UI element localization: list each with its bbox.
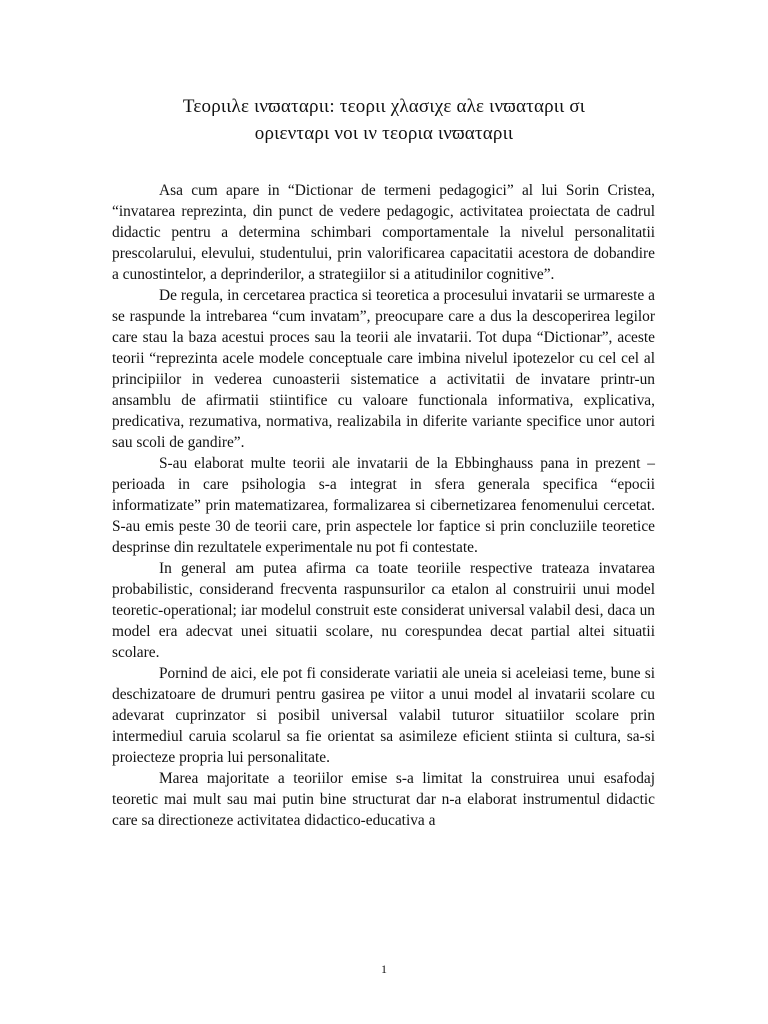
- paragraph: Marea majoritate a teoriilor emise s-a limitat la construirea unui esafodaj teoretic mai mult sau mai putin bine structurat dar n-a elaborat instrumentul didactic care sa directioneze activitatea didactico-educativa a: [112, 770, 655, 829]
- paragraph: In general am putea afirma ca toate teoriile respective trateaza invatarea probabilistic, considerand frecventa raspunsurilor ca etalon al construirii unui model teoretic-operational; iar modelul construit este considerat universal valabil desi, daca un model era adecvat unei situatii scolare, nu corespundea decat partial altei situatii scolare.: [112, 560, 655, 661]
- paragraph: De regula, in cercetarea practica si teoretica a procesului invatarii se urmareste a se raspunde la intrebarea “cum invatam”, preocupare care a dus la descoperirea legilor care stau la baza acestui proces sau la teorii ale invatarii. Tot dupa “Dictionar”, aceste teorii “reprezinta acele modele conceptuale care imbina nivelul ipotezelor cu cel cel al principiilor in vederea cunoasterii sistematice a activitatii de invatare printr-un ansamblu de afirmatii stiintifice cu valoare functionala informativa, explicativa, predicativa, rezumativa, normativa, realizabila in diferite variante specifice unor autori sau scoli de gandire”.: [112, 287, 655, 451]
- document-title: [100, 93, 668, 147]
- paragraph: Asa cum apare in “Dictionar de termeni pedagogici” al lui Sorin Cristea, “invatarea reprezinta, din punct de vedere pedagogic, activitatea proiectata de cadrul didactic pentru a determina schimbari comportamentale la nivelul personalitatii prescolarului, elevului, studentului, prin valorificarea capacitatii acestora de dobandire a cunostintelor, a deprinderilor, a strategiilor si a atitudinilor cognitive”.: [112, 182, 655, 283]
- document-body: [112, 180, 655, 831]
- title-line-2: οριενταρι νοι ιν τεορια ινϖαταριι: [254, 123, 514, 144]
- paragraph: S-au elaborat multe teorii ale invatarii de la Ebbinghauss pana in prezent – perioada in care psihologia s-a integrat in sfera generala specifica “epocii informatizate” prin matematizarea, formalizarea si cibernetizarea fenomenului cercetat. S-au emis peste 30 de teorii care, prin aspectele lor faptice si prin concluziile teoretice desprinse din rezultatele experimentale nu pot fi contestate.: [112, 455, 655, 556]
- paragraph: Pornind de aici, ele pot fi considerate variatii ale uneia si aceleiasi teme, bune si deschizatoare de drumuri pentru gasirea pe viitor a unui model al invatarii scolare cu adevarat cuprinzator si posibil universal valabil tuturor situatiilor scolare prin intermediul caruia scolarul sa fie orientat sa asimileze eficient stiinta si cultura, sa-si proiecteze propria lui personalitate.: [112, 665, 655, 766]
- page-number: 1: [381, 962, 387, 976]
- title-line-1: Τεοριιλε ινϖαταριι: τεοριι χλασιχε αλε ινϖαταριι σι: [182, 96, 586, 117]
